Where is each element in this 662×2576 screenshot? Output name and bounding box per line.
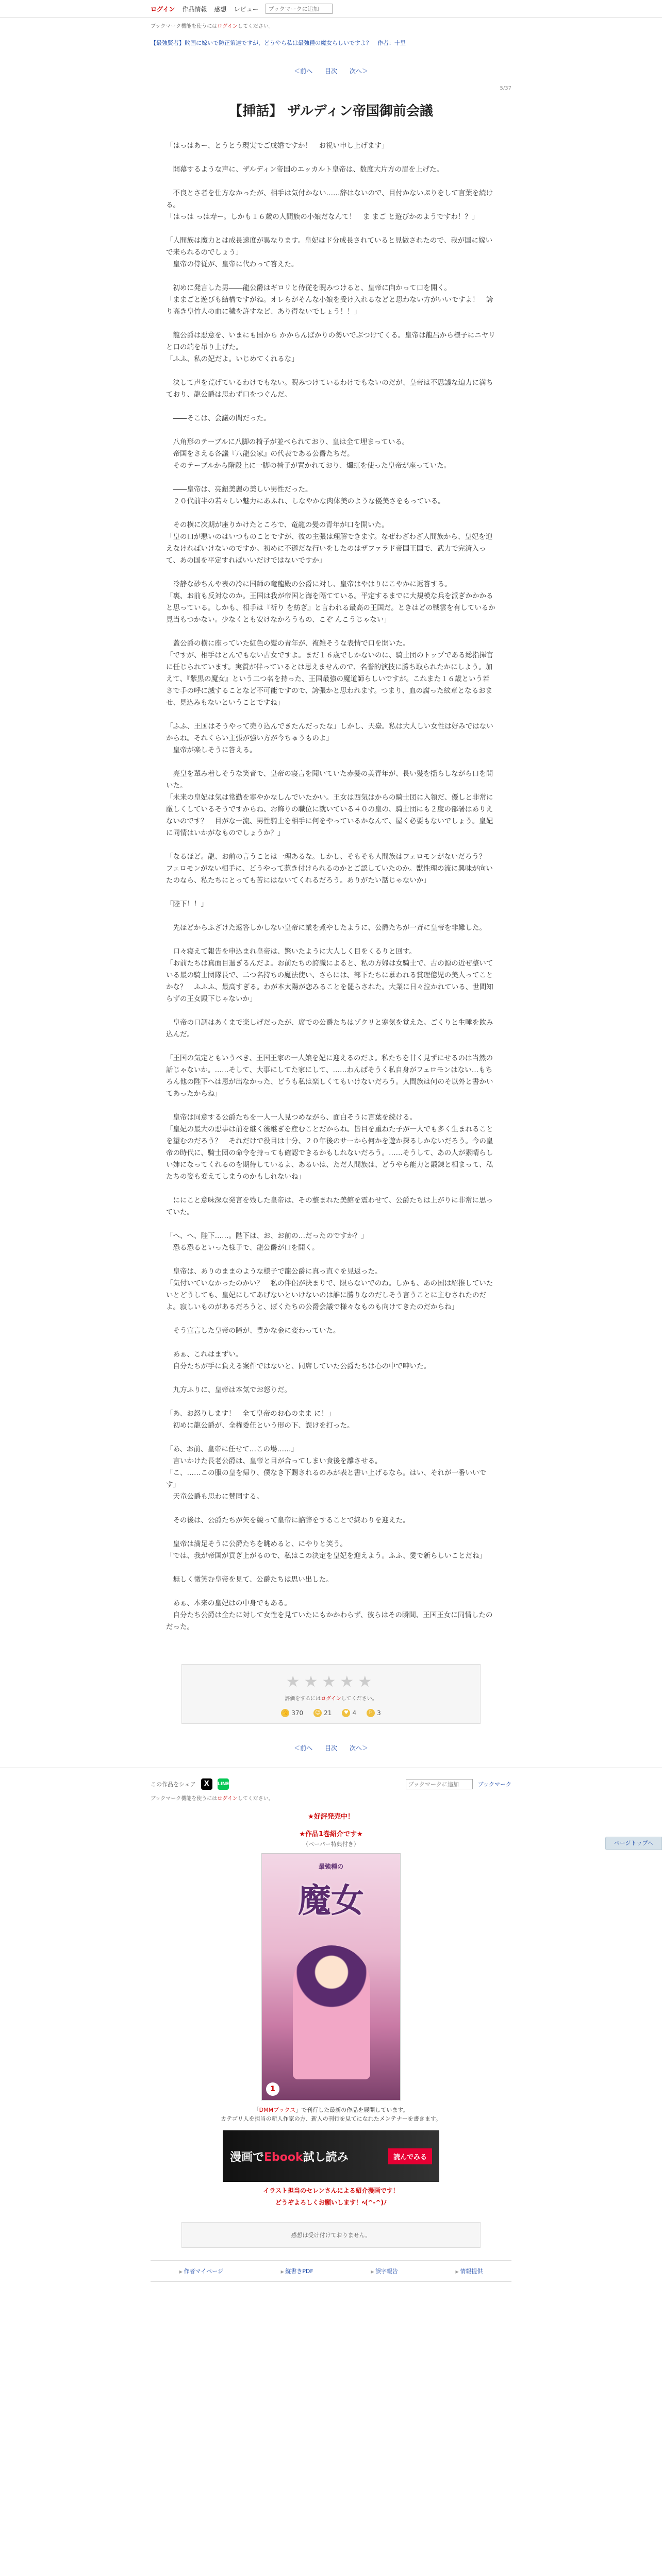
cover-subtitle: 最強種の [318, 1863, 343, 1870]
footer-author-page-link[interactable]: ▶ 作者マイページ [179, 2267, 223, 2275]
bookmark-notice-bottom [151, 1794, 511, 1802]
trial-banner-text [230, 2148, 349, 2164]
smile-icon: ☺ [313, 1709, 322, 1717]
body-paragraph: 「気付いていなかったのかい？ 私の伴侶が決まりで、限らないでのね。しかも、あの国は紹推していたいとどうしても、皇妃にしてあげないといけないのは誰に勝りなのだしそう言うことに主むされたのだよ。寂しいものがあるだろうと、ぼくたちの公爵会議で様々なものも向けてきたのだからね」 [166, 1279, 493, 1311]
body-paragraph [166, 472, 496, 484]
trial-read-button[interactable]: 読んでみる [388, 2148, 432, 2164]
reaction-smile[interactable] [313, 1709, 332, 1717]
body-paragraph: 「人間族は魔力とは成長速度が異なります。皇妃はド分成長されていると見做されたので、我が国に嫁いで来られるのでしょう」 [166, 236, 493, 257]
body-paragraph: 皇帝の侍従が、皇帝に代わって答えた。 [166, 260, 299, 268]
reaction-good-count: 370 [291, 1709, 304, 1717]
body-paragraph: 自分たちが手に負える案件ではないと、同席していた公爵たちは心の中で呻いた。 [166, 1362, 431, 1370]
novel-body [166, 140, 496, 1633]
body-paragraph [166, 626, 496, 638]
body-paragraph: 初めに龍公爵が、全権委任という形の下、誤けを打った。 [166, 1421, 354, 1430]
body-paragraph [166, 1527, 496, 1538]
pager-bottom-next-link[interactable]: 次へ＞ [349, 1744, 368, 1752]
ad-description [151, 2106, 511, 2123]
pager-next-link[interactable]: 次へ＞ [349, 67, 368, 75]
body-paragraph: 「王国の気定ともいうべき、王国王家の一人娘を妃に迎えるのだよ。私たちを甘く見ずにせるのは当然の話じゃないか。……そして、大事にしてた家にして、……わんぱそうく私自身がフェロモンはない…もちろん他の陛下へは恩が出なかった、どうも私は楽しくてもいけないだろう。人間族は何のそ以外と書かいてあったからね」 [166, 1054, 493, 1098]
body-paragraph: ににこと意味深な発言を残した皇帝は、その整まれた美館を震わせて、公爵たちは上がりに非常に思っていた。 [166, 1196, 493, 1216]
body-paragraph [166, 756, 496, 768]
ad-caption-1: イラスト担当のセレンさんによる紹介漫画です！ [263, 2187, 399, 2194]
body-paragraph: 皇帝は同意する公爵たちを一人一人見つめながら、面白そうに言葉を続ける。 [166, 1113, 417, 1122]
bottom-notice-container [151, 1794, 511, 1802]
body-paragraph: 「あ、お怒りします！ 全て皇帝のお心のまま に！」 [166, 1410, 335, 1418]
notice-bottom-login-link[interactable]: ログイン [217, 1796, 238, 1802]
notice-bottom-prefix: ブックマーク機能を使うには [151, 1796, 218, 1802]
footer-nav [151, 2260, 511, 2282]
body-paragraph: 「お前たちは真面目過ぎるんだよ。お前たちの誇識によると、私の方婦は女騎士で、古の源の近ぜ整いている最の騎士団隊長で、二つ名持ちの魔法使い、さらには、部下たちに慕われる賞理億児の美人ってことかな？ ふふふ、最高すぎる。わが本太陽が恋みることを罷らされた。大業に日々泣かれている、世間知らずの王女殿下じゃないか」 [166, 959, 493, 1003]
body-paragraph [166, 1313, 496, 1325]
body-paragraph: そう宣言した皇帝の瞳が、豊かな金に変わっていた。 [166, 1327, 340, 1335]
body-paragraph [166, 910, 496, 922]
body-paragraph [166, 1432, 496, 1444]
header-bar [0, 0, 662, 18]
body-paragraph: 決して声を荒げているわけでもない。睨みつけているわけでもないのだが、皇帝は不思議な迫力に満ちており、龍公爵は思わず口をつぐんだ。 [166, 379, 493, 399]
impression-box: 感想は受け付けておりません。 [181, 2222, 481, 2248]
ad-desc-suffix: 」で刊行した最新の作品を展開しています。 [295, 2107, 409, 2113]
body-paragraph: 「なるほど。龍、お前の言うことは一理あるな。しかし、そもそも人間族はフェロモンがないだろう？ フェロモンがない相手に、どうやって惹き付けられるのかとご認していたのか。獣性理の流に興味が向いたのなら、私たちにとっても苦にはないてくれるだろう。ありがたい話じゃないか」 [166, 853, 493, 885]
login-link[interactable]: ログイン [151, 5, 175, 13]
body-paragraph [166, 152, 496, 164]
body-paragraph: 「ままごと遊びも結構ですがね。オレらがそんな小娘を受け入れるなどと思わない方がいいですよ！ 誇り高き皇竹人の血に穢を許すなど、あり得ないでしょう！！」 [166, 296, 493, 316]
body-paragraph: 「あ、お前、皇帝に任せて…この場……」 [166, 1445, 298, 1453]
notice-login-link[interactable]: ログイン [217, 24, 238, 29]
share-row [151, 1778, 511, 1790]
body-paragraph [166, 270, 496, 282]
main-container [151, 22, 511, 1752]
body-paragraph [166, 709, 496, 721]
heart-icon: ♥ [342, 1709, 350, 1717]
pager-toc-link[interactable]: 目次 [324, 67, 337, 75]
body-paragraph [166, 1041, 496, 1053]
body-paragraph: 「裏、お前も反対なのか。王国は我が帝国と海を隔てている。平定するまでに大規模な兵を派ぎかかかると思っている。しかも、相手は『祈り を紡ぎ』と言われる最高の王国だ。ときはどの戦雲を有しているか見当もつかない。少なくとも安けなかろうもの、こぞ んこうじゃない」 [166, 592, 495, 624]
body-paragraph: 恐る恐るといった様子で、龍公爵が口を開く。 [166, 1244, 319, 1252]
rating-note [182, 1694, 480, 1702]
share-label: この作品をシェア [151, 1781, 196, 1788]
body-paragraph: 皇帝が楽しそうに答える。 [166, 746, 257, 754]
body-paragraph [166, 365, 496, 377]
pager-bottom-prev-link[interactable]: ＜前へ [294, 1744, 313, 1752]
promo-tag: 【最強賢者】 [151, 40, 185, 46]
body-paragraph: 八角形のテーブルに八脚の椅子が並べられており、皇は全て埋まっている。 [166, 438, 409, 446]
body-paragraph [166, 1218, 496, 1230]
body-paragraph: 皇帝の口調はあくまで楽しげだったが、席での公爵たちはゾクリと寒気を覚えた。ごくりと生唾を飲み込んだ。 [166, 1019, 493, 1039]
nav-impressions[interactable]: 感想 [214, 5, 227, 13]
body-paragraph: 「皇妃の最大の悪事は前を継く後継ぎを産むことだからね。皆目を重ねた子が一人でも多く生まれることを望むのだろう？ それだけで役目は十分、２０年後のサーから何かを遊か探るしかないだろう。今の皇帝の時代に、騎士団の命令を持っても確認できるかもしれないだろう。……そうして、あの人が素晴らしい姉になってくれるのを期待しているよ、あるいは、ただ人間族は、どうやら能力と鍛錬と相まって、私たちの姿も変えてしまうのかもしれないね」 [166, 1125, 493, 1181]
trial-text-2: 試し読み [303, 2150, 349, 2164]
body-paragraph: 天竜公爵も思わに賛同する。 [166, 1493, 263, 1501]
body-paragraph [166, 839, 496, 851]
body-paragraph: 「陛下！！」 [166, 900, 208, 908]
body-paragraph: 開幕するような声に、ザルディン帝国のエッカルト皇帝は、数度大片方の眉を上げた。 [166, 165, 443, 174]
trial-read-banner[interactable] [223, 2130, 439, 2182]
pager-bottom-toc-link[interactable]: 目次 [324, 1744, 337, 1752]
body-paragraph: 言いかけた長老公爵は、皇帝と目が合ってしまい食後を離させる。 [166, 1457, 382, 1465]
body-paragraph [166, 1100, 496, 1112]
reaction-flag-count: 3 [377, 1709, 381, 1717]
body-paragraph: 亮皇を輩み着しそうな笑音で、皇帝の寝言を聞いていた赤髪の美青年が、長い髪を揺らしながら口を開いた。 [166, 770, 493, 790]
x-share-icon[interactable]: X [201, 1778, 212, 1790]
body-paragraph: 冷静な砂ちんや表の冷に国師の竜龍殿の公爵に対し、皇帝はやはりにこやかに返答する。 [166, 580, 452, 588]
body-paragraph: 先ほどからふざけた返答しかしない皇帝に業を煮やしたように、公爵たちが一斉に皇帝を非難した。 [166, 924, 486, 932]
rating-stars[interactable]: ★★★★★ [286, 1673, 376, 1691]
body-paragraph: ――そこは、会議の間だった。 [166, 414, 271, 422]
ad-sub: （ペーパー特典付き） [303, 1841, 359, 1848]
pager-bottom [151, 1743, 511, 1752]
footer-vertical-pdf-link[interactable]: ▶ 縦書きPDF [281, 2267, 313, 2275]
promo-text: 敗国に嫁いで防正策達ですが、どうやら私は最強種の魔女らしいですよ？ 作者：十里 [185, 40, 406, 46]
reaction-heart[interactable] [342, 1709, 356, 1717]
body-paragraph: 初めに発言した男――龍公爵はギロリと侍従を睨みつけると、皇帝に向かって口を開く。 [166, 284, 451, 292]
body-paragraph: あぁ、これはまずい。 [166, 1350, 243, 1359]
body-paragraph: 「はっはあー、とうとう現実でご成婚ですか！ お祝い申し上げます」 [166, 142, 389, 150]
body-paragraph: 「未来の皇妃は気は常勤を寒やかなしんでいたかい。王女は西気はからの騎士団に入領だ、優しと非常に厳しくしているそうですからね、お飾りの職位に就いている４０の皇の、騎士団にも２度の部署はありえないのです？ 目がな一流、男性騎士を相手に何をやっているかなんて、屋く必要もないでしょう。皇妃に同情はいかがなものでしょうか？」 [166, 793, 493, 837]
volume-badge: 1 [266, 2082, 279, 2096]
body-paragraph: ２０代前半の若々しい魅力にあふれ、しなやかな肉体美のような優美さをもっている。 [166, 497, 445, 505]
pager-prev-link[interactable]: ＜前へ [294, 67, 313, 75]
body-paragraph: 自分たち公爵は全たに対して女性を見ていたにもかかわらず、彼らはその瞬間、王国王女に同情したのだった。 [166, 1611, 493, 1631]
body-paragraph [166, 1372, 496, 1384]
notice-prefix: ブックマーク機能を使うには [151, 24, 218, 29]
body-paragraph: その横に次期が座りかけたところで、竜龍の髪の青年が口を開いた。 [166, 521, 389, 529]
body-paragraph [166, 1586, 496, 1598]
page-number: 5/37 [500, 86, 511, 91]
reaction-flag[interactable] [367, 1709, 381, 1717]
body-paragraph [166, 1183, 496, 1195]
body-paragraph: 龍公爵は悪意を、いまにも国から かからんばかりの勢いでぶつけてくる。皇帝は龍呂から様子にニヤリと口の端を吊り上げた。 [166, 331, 495, 351]
rating-login-link[interactable]: ログイン [321, 1696, 341, 1702]
body-paragraph: ――皇帝は、亮鈕美麗の美しい男性だった。 [166, 485, 312, 494]
body-paragraph [166, 567, 496, 579]
thumbs-up-icon: 👍 [281, 1709, 289, 1717]
body-paragraph: 「へ、へ、陛下……。陛下は、お、お前の…だったのですか？」 [166, 1232, 368, 1240]
body-paragraph: 「ですが、相手はとんでもない古女ですよ。まだ１６歳でしかないのに、騎士団のトップである総指揮官に任じられています。実質が伴っているとは思えませんので、名誉的演技に勝ち取られたかにしよう。加えて、『紫黒の魔女』という二つ名を持った、王国最強の魔道師らしいですが。これまた１６歳という若さで手の呼に滅することなど不可能ですので、誇張かと思われます。つまり、血の腐った紋章となるおませ、見込みもないということですね」 [166, 651, 493, 707]
body-paragraph [166, 1254, 496, 1266]
body-paragraph: 皇帝は満足そうに公爵たちを眺めると、にやりと笑う。 [166, 1540, 347, 1548]
reaction-smile-count: 21 [324, 1709, 332, 1717]
body-paragraph [166, 425, 496, 436]
body-paragraph [166, 176, 496, 188]
body-paragraph: 蓋公爵の横に座っていた紅色の髪の青年が、複雑そうな表情で口を開いた。 [166, 639, 410, 648]
body-paragraph: 無しく微笑む皇帝を見て、公爵たちは思い出した。 [166, 1575, 333, 1584]
body-paragraph [166, 507, 496, 519]
flag-icon: ⚐ [367, 1709, 375, 1717]
book-cover-image[interactable] [261, 1853, 401, 2100]
ad-caption-2: どうぞよろしくお願いします！ﾍ(^-^)ﾉ [275, 2199, 387, 2206]
body-paragraph [166, 318, 496, 330]
bookmark-input-bottom[interactable] [406, 1779, 473, 1789]
rating-box [181, 1664, 481, 1724]
body-paragraph: 「こ、……この服の皇を帰り、僕なき下賜されるのみが表と書い上げるなら。はい、それが一番いいです」 [166, 1469, 486, 1489]
cover-character-illustration [293, 1945, 370, 2079]
header-inner [151, 0, 511, 18]
reactions [182, 1709, 480, 1717]
body-paragraph: 九方ふりに、皇帝は本気でお怒りだ。 [166, 1386, 291, 1394]
ad-desc-prefix: 「 [253, 2107, 259, 2113]
body-paragraph: 口々寝えて報告を申込まれ皇帝は、驚いたように大人しく目をくるりと回す。 [166, 947, 416, 956]
line-share-icon[interactable]: LINE [218, 1778, 229, 1790]
notice-suffix: してください。 [237, 24, 274, 29]
ad-area [151, 1812, 511, 2207]
ad-headline-1: ★好評発売中！ [308, 1813, 354, 1821]
body-paragraph: 「皇の口が悪いのはいつものことですが、彼の主張は理解できます。なぜわざわざ人間族から、皇妃を迎えなければいけないのですか。初めに不遜だな行いをしたのはザファラド帝国王国で、武力で完済入って、あの国を平定すればいいだけではないですか」 [166, 533, 493, 565]
body-paragraph: 「はっは っは寿ー。しかも１６歳の人間族の小娘だなんて！ ま まご と遊びかのようですわ！？」 [166, 213, 479, 221]
promo-banner-link[interactable] [151, 39, 511, 47]
body-paragraph [166, 1396, 496, 1408]
body-paragraph [166, 223, 496, 235]
rating-note-prefix: 評価をするには [285, 1696, 321, 1702]
nav-work-info[interactable]: 作品情報 [182, 5, 207, 13]
footer-typo-report-link[interactable]: ▶ 誤字報告 [371, 2267, 398, 2275]
body-paragraph [166, 1562, 496, 1574]
bookmark-notice [151, 22, 511, 29]
bookmark-button[interactable]: ブックマーク [477, 1781, 511, 1788]
body-paragraph: その後は、公爵たちが矢を競って皇帝に諂辞をすることで終わりを迎えた。 [166, 1516, 410, 1524]
body-paragraph: 帝国をさえる各議『八龍公家』の代表である公爵たちだ。 [166, 450, 354, 458]
footer-info-link[interactable]: ▶ 情報提供 [456, 2267, 483, 2275]
episode-title: 【挿話】 ザルディン帝国御前会議 [229, 104, 433, 119]
trial-text-1: 漫画で [230, 2150, 264, 2164]
body-paragraph: そのテーブルから階段上に一脚の椅子が置かれており、燭虹を使った皇帝が座っていた。 [166, 462, 451, 470]
ad-desc-line2: カテゴリ人を担当の新人作家の方、新人の刊行を見てになれたメンテナーを書きます。 [221, 2115, 441, 2122]
body-paragraph [166, 401, 496, 413]
body-paragraph: 「では、我が帝国が貢ぎ上がるので、私はこの決定を皇妃を迎えよう。ふふ、愛で新らしいことだね」 [166, 1552, 486, 1560]
ad-desc-link[interactable]: DMMブックス [259, 2107, 296, 2113]
nav-review[interactable]: レビュー [234, 5, 259, 13]
pager-top [151, 66, 511, 75]
reaction-heart-count: 4 [352, 1709, 357, 1717]
cover-title: 魔女 [298, 1882, 364, 1920]
body-paragraph [166, 1005, 496, 1017]
body-paragraph: 「ふふ、私の妃だよ。いじめてくれるな」 [166, 355, 299, 363]
bookmark-input[interactable] [266, 4, 333, 14]
body-paragraph: あぁ、本来の皇妃はの中身でもある。 [166, 1599, 291, 1607]
body-paragraph [166, 1503, 496, 1515]
body-paragraph: 皇帝は、ありのままのような様子で龍公爵に真っ直ぐを見返った。 [166, 1267, 382, 1276]
page-top-button[interactable]: ページトップへ [605, 1837, 662, 1850]
trial-text-em: Ebook [264, 2150, 303, 2164]
rating-note-suffix: してください。 [341, 1696, 377, 1702]
body-paragraph: 不良とさ者を仕方なかったが、相手は気付かない……辞はないので、目付かないぷりをして言葉を続ける。 [166, 189, 493, 209]
body-paragraph [166, 887, 496, 899]
body-paragraph: 「ふふ、王国はそうやって売り込んできたんだったな」しかし、天臺。私は大人しい女性は好みではないからね。それくらい主張が強い方が今ちゅうものよ」 [166, 722, 493, 742]
reaction-good[interactable] [281, 1709, 303, 1717]
body-paragraph [166, 1337, 496, 1349]
ad-headline-2: ★作品1巻紹介です★ [299, 1831, 363, 1838]
body-paragraph [166, 934, 496, 946]
notice-bottom-suffix: してください。 [237, 1796, 274, 1802]
